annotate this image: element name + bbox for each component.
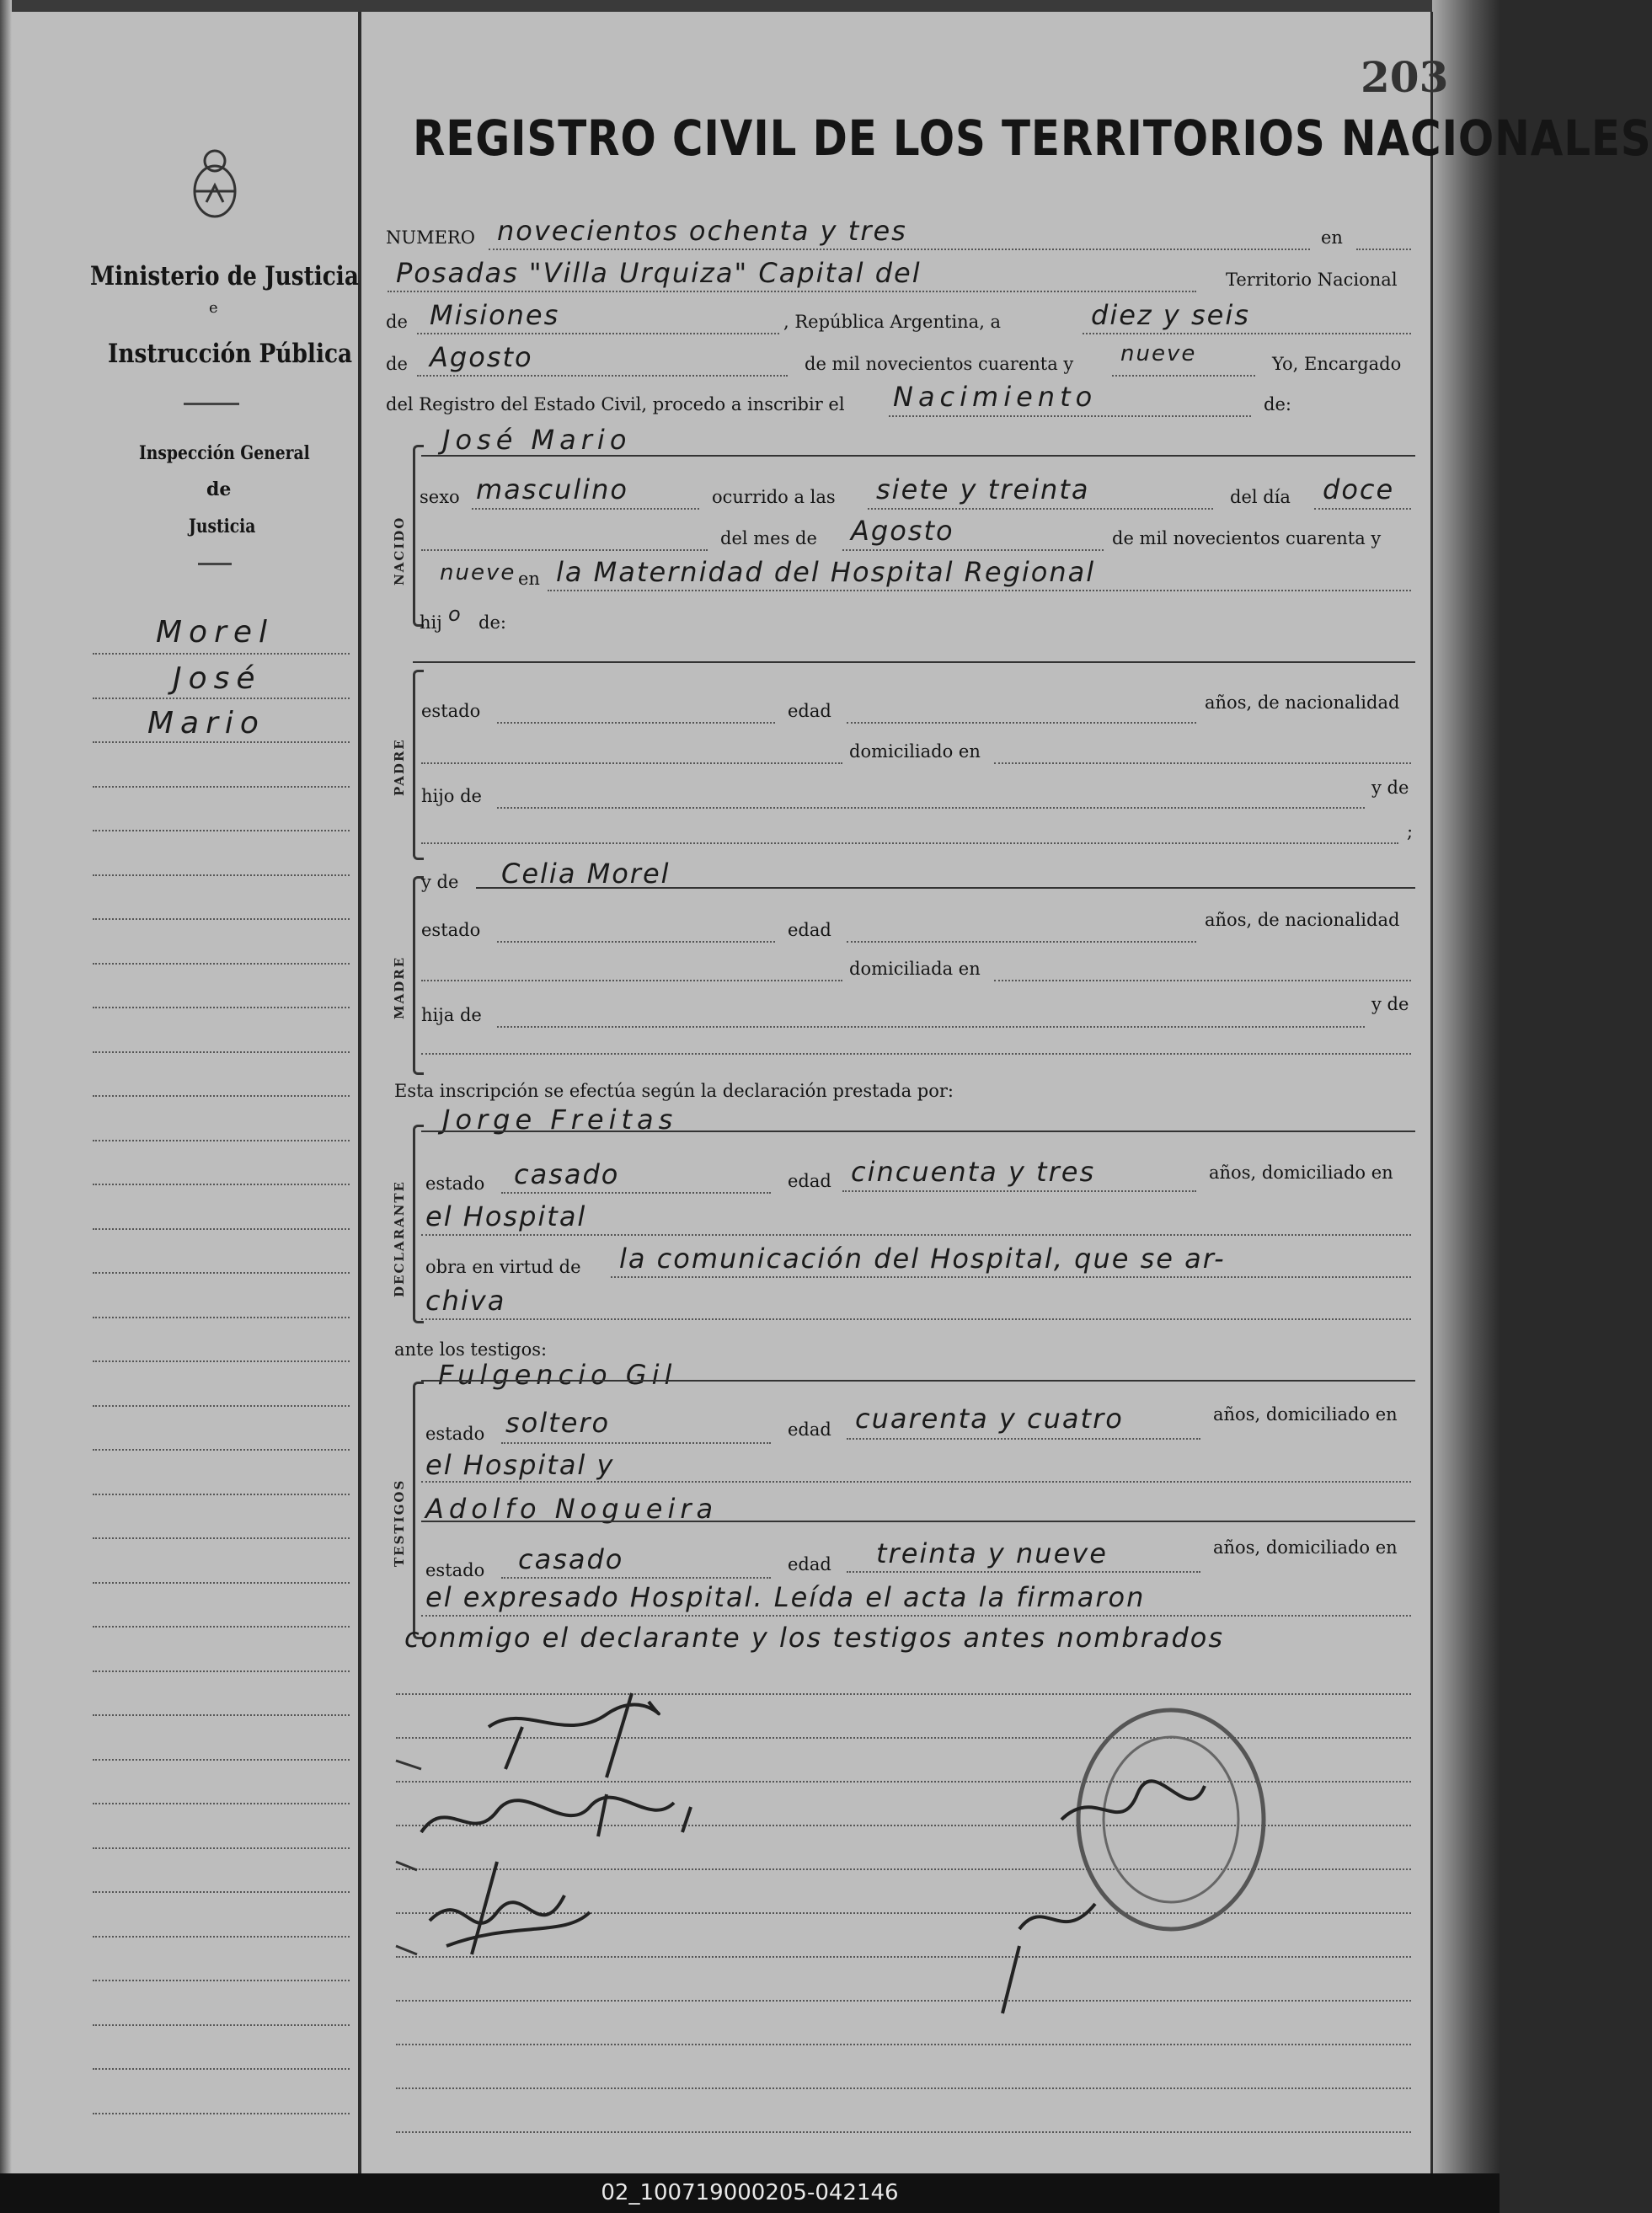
margin-line (93, 1184, 350, 1185)
margin-line (93, 1759, 350, 1761)
field-cierre: conmigo el declarante y los testigos antes nombrados (404, 1622, 1225, 1654)
margin-line (93, 1582, 350, 1584)
margin-line (93, 698, 350, 699)
label-territorio: Territorio Nacional (1226, 270, 1398, 290)
madre-label-yde2: y de (1371, 994, 1409, 1014)
field-testigo2: Adolfo Nogueira (425, 1493, 719, 1525)
field-t2-edad: treinta y nueve (876, 1537, 1108, 1569)
body-line (396, 2131, 1411, 2133)
margin-line (93, 1803, 350, 1804)
padre-label-estado: estado (421, 701, 481, 721)
label-del-dia: del día (1230, 487, 1291, 507)
t2-label-anos-dom: años, domiciliado en (1213, 1537, 1398, 1558)
field-numero: novecientos ochenta y tres (497, 215, 907, 247)
inspection-line2: de (206, 478, 232, 500)
decl-label-obra: obra en virtud de (425, 1257, 581, 1277)
page-title: REGISTRO CIVIL DE LOS TERRITORIOS NACIONALES (413, 110, 1652, 167)
field-t2-dom: el expresado Hospital. Leída el acta la firmaron (425, 1581, 1146, 1613)
field-obra2: chiva (425, 1285, 506, 1317)
field-anio-nac: nueve (440, 560, 516, 585)
field-t1-dom: el Hospital y (425, 1449, 615, 1481)
label-numero: NUMERO (386, 227, 475, 248)
decl-label-anos-dom: años, domiciliado en (1209, 1163, 1393, 1183)
margin-divider (358, 12, 361, 2173)
label-de3: de: (1264, 394, 1291, 414)
coat-of-arms-icon (185, 147, 244, 223)
field-lugar-nac: la Maternidad del Hospital Regional (556, 556, 1096, 588)
field-madre: Celia Morel (501, 858, 671, 890)
sidebar-dash-2 (198, 563, 232, 565)
label-en-lugar: en (518, 569, 540, 589)
sidebar-dash (184, 403, 239, 405)
footer-id: 02_100719000205-042146 (601, 2180, 899, 2205)
margin-name1: José (173, 661, 262, 696)
padre-label-hijo: hijo de (421, 786, 482, 806)
padre-semicolon: ; (1407, 821, 1414, 842)
left-edge (0, 0, 12, 2173)
field-hora: siete y treinta (876, 473, 1090, 505)
margin-line (93, 1714, 350, 1716)
margin-line (93, 1449, 350, 1451)
field-decl-edad: cincuenta y tres (851, 1156, 1096, 1188)
margin-line (93, 1317, 350, 1318)
field-mes: Agosto (430, 341, 533, 373)
page-number: 203 (1361, 52, 1449, 102)
margin-line (93, 741, 350, 743)
margin-line (93, 1936, 350, 1938)
margin-name2: Mario (147, 706, 265, 740)
madre-label-estado: estado (421, 920, 481, 940)
field-mes-nac: Agosto (851, 515, 954, 547)
footer-bar (0, 2173, 1500, 2213)
label-del-mes: del mes de (720, 528, 817, 548)
inspection-line1: Inspección General (139, 442, 310, 464)
label-declaracion: Esta inscripción se efectúa según la declaración prestada por: (394, 1081, 954, 1101)
field-anio: nueve (1120, 341, 1197, 366)
padre-label-anos: años, de nacionalidad (1205, 692, 1400, 713)
field-dia: diez y seis (1091, 299, 1250, 331)
margin-line (93, 1626, 350, 1628)
madre-label-edad: edad (788, 920, 831, 940)
margin-line (93, 1051, 350, 1053)
madre-label-hija: hija de (421, 1005, 482, 1025)
label-mil-nov: de mil novecientos cuarenta y (805, 354, 1074, 374)
right-edge (1432, 0, 1500, 2173)
field-t1-estado: soltero (505, 1407, 611, 1439)
t2-label-edad: edad (788, 1554, 831, 1574)
section-declarante: DECLARANTE (392, 1180, 407, 1297)
field-decl-estado: casado (514, 1158, 620, 1190)
signatures (396, 1668, 868, 2072)
madre-label-domicilio: domiciliada en (849, 959, 981, 979)
margin-line (93, 830, 350, 831)
label-testigos: ante los testigos: (394, 1339, 548, 1360)
margin-line (93, 653, 350, 655)
section-padre: PADRE (392, 738, 407, 796)
decl-label-estado: estado (425, 1173, 485, 1194)
section-madre: MADRE (392, 955, 407, 1019)
ministry-line3: Instrucción Pública (108, 339, 353, 369)
t1-label-anos-dom: años, domiciliado en (1213, 1404, 1398, 1425)
top-edge (0, 0, 1500, 12)
t2-label-estado: estado (425, 1560, 485, 1580)
margin-line (93, 786, 350, 788)
padre-label-edad: edad (788, 701, 831, 721)
label-sexo: sexo (420, 487, 460, 507)
margin-line (93, 1007, 350, 1008)
field-obra: la comunicación del Hospital, que se ar- (619, 1243, 1226, 1275)
field-decl-dom: el Hospital (425, 1200, 587, 1232)
field-territorio: Misiones (430, 299, 560, 331)
label-yo: Yo, Encargado (1272, 354, 1402, 374)
ministry-line2: e (209, 299, 218, 317)
official-seal-stamp (969, 1693, 1289, 2030)
label-mil-nov2: de mil novecientos cuarenta y (1112, 528, 1382, 548)
margin-line (93, 1537, 350, 1539)
margin-line (93, 2024, 350, 2026)
margin-line (93, 918, 350, 920)
margin-line (93, 1494, 350, 1495)
margin-line (93, 1847, 350, 1849)
field-hijo-sufijo: o (448, 602, 462, 626)
margin-surname: Morel (156, 615, 275, 649)
field-nombre: José Mario (442, 424, 632, 456)
t1-label-edad: edad (788, 1419, 831, 1440)
field-dia-nac: doce (1323, 473, 1395, 505)
section-testigos: TESTIGOS (392, 1478, 407, 1567)
margin-line (93, 963, 350, 965)
margin-line (93, 1360, 350, 1362)
margin-line (93, 874, 350, 876)
label-ocurrido: ocurrido a las (712, 487, 836, 507)
field-t2-estado: casado (518, 1543, 624, 1575)
margin-line (93, 1272, 350, 1274)
ministry-line1: Ministerio de Justicia (90, 261, 359, 291)
body-line (396, 2087, 1411, 2089)
label-de: de (386, 312, 408, 332)
field-acto: Nacimiento (893, 381, 1098, 413)
margin-line (93, 1228, 350, 1230)
label-en: en (1321, 227, 1343, 248)
label-de2: de (386, 354, 408, 374)
madre-label-yde: y de (421, 872, 459, 892)
margin-line (93, 1405, 350, 1407)
t1-label-estado: estado (425, 1424, 485, 1444)
margin-line (93, 2068, 350, 2070)
label-hijo: hij (420, 612, 442, 633)
field-testigo1: Fulgencio Gil (438, 1359, 677, 1391)
right-rule (1430, 12, 1433, 2173)
inspection-line3: Justicia (189, 516, 256, 537)
margin-line (93, 1980, 350, 1981)
margin-line (93, 1670, 350, 1672)
field-declarante: Jorge Freitas (442, 1104, 678, 1136)
field-lugar: Posadas "Villa Urquiza" Capital del (396, 257, 922, 289)
field-t1-edad: cuarenta y cuatro (855, 1403, 1124, 1435)
margin-line (93, 1140, 350, 1141)
label-republica: , República Argentina, a (783, 312, 1002, 332)
margin-line (93, 1095, 350, 1097)
margin-line (93, 2113, 350, 2114)
madre-label-anos: años, de nacionalidad (1205, 910, 1400, 930)
section-nacido: NACIDO (392, 516, 407, 585)
label-hijo-de: de: (478, 612, 506, 633)
padre-label-yde: y de (1371, 778, 1409, 798)
padre-label-domicilio: domiciliado en (849, 741, 981, 762)
margin-line (93, 1891, 350, 1893)
decl-label-edad: edad (788, 1171, 831, 1191)
label-registro: del Registro del Estado Civil, procedo a inscribir el (386, 394, 845, 414)
field-sexo: masculino (476, 473, 628, 505)
